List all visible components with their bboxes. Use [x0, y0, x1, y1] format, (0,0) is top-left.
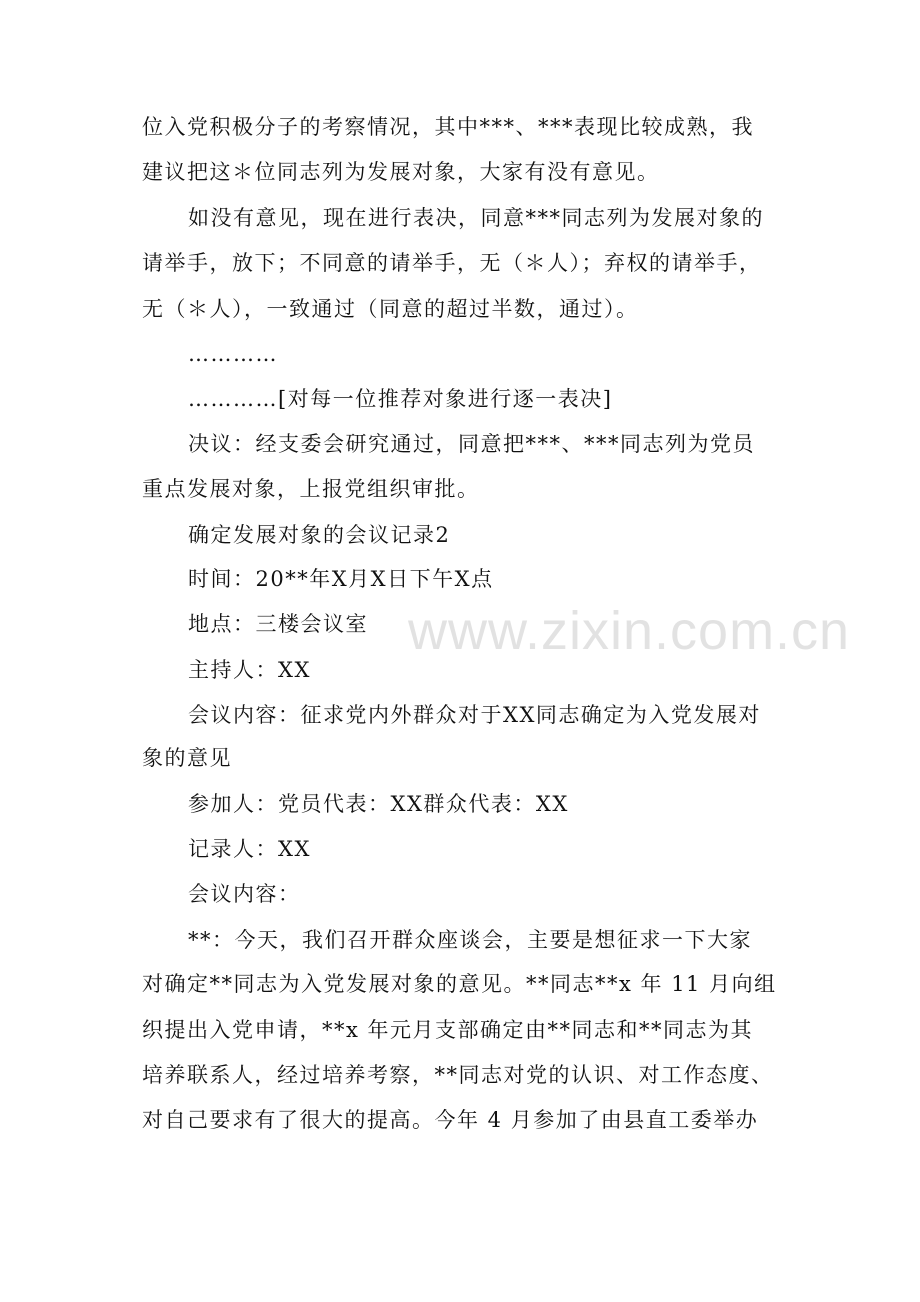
meeting-time: 时间：20**年X月X日下午X点	[188, 567, 494, 591]
ellipsis-line: …………	[188, 342, 278, 366]
meeting-topic: 会议内容：征求党内外群众对于XX同志确定为入党发展对	[188, 703, 761, 727]
paragraph-line: 象的意见	[142, 746, 232, 770]
paragraph-line: …………[对每一位推荐对象进行逐一表决]	[188, 387, 613, 411]
meeting-attendees: 参加人：党员代表：XX群众代表：XX	[188, 792, 569, 816]
paragraph-line: 重点发展对象，上报党组织审批。	[142, 477, 480, 501]
paragraph-line: 培养联系人，经过培养考察，**同志对党的认识、对工作态度、	[142, 1063, 774, 1087]
paragraph-line: 位入党积极分子的考察情况，其中***、***表现比较成熟，我	[142, 115, 754, 139]
paragraph-line: 织提出入党申请，**x 年元月支部确定由**同志和**同志为其	[142, 1018, 754, 1042]
meeting-content-label: 会议内容：	[188, 882, 301, 906]
paragraph-line: 无（＊人），一致通过（同意的超过半数，通过）。	[142, 297, 639, 321]
section-heading: 确定发展对象的会议记录2	[188, 523, 451, 547]
paragraph-line: 请举手，放下；不同意的请举手，无（＊人）；弃权的请举手，	[142, 251, 762, 275]
meeting-host: 主持人：XX	[188, 658, 311, 682]
meeting-location: 地点：三楼会议室	[188, 612, 368, 636]
paragraph-line: 决议：经支委会研究通过，同意把***、***同志列为党员	[188, 432, 755, 456]
paragraph-line: 对自己要求有了很大的提高。今年 4 月参加了由县直工委举办	[142, 1108, 759, 1132]
meeting-recorder: 记录人：XX	[188, 837, 311, 861]
paragraph-line: **：今天，我们召开群众座谈会，主要是想征求一下大家	[188, 928, 752, 952]
paragraph-line: 如没有意见，现在进行表决，同意***同志列为发展对象的	[188, 206, 764, 230]
paragraph-line: 对确定**同志为入党发展对象的意见。**同志**x 年 11 月向组	[142, 972, 777, 996]
watermark: www.zixin.com.cn	[408, 601, 851, 661]
paragraph-line: 建议把这＊位同志列为发展对象，大家有没有意见。	[142, 160, 660, 184]
